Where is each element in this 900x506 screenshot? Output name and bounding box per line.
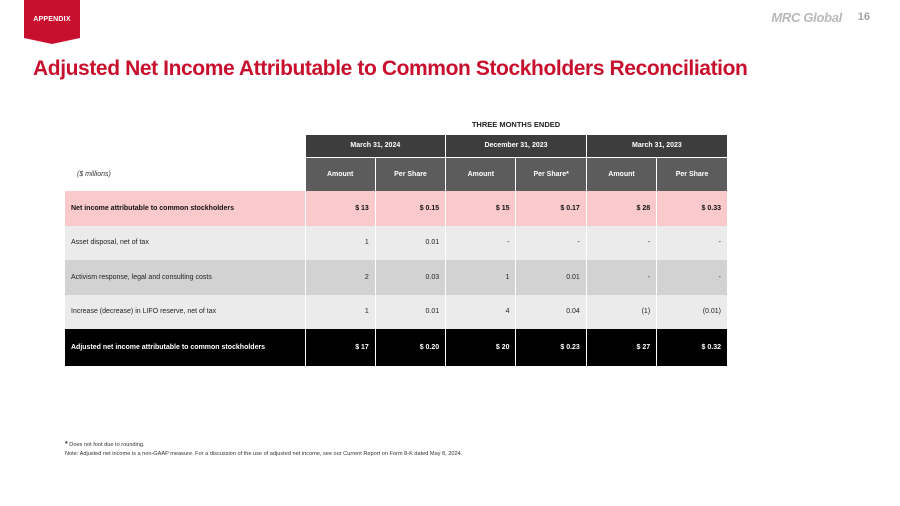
period-header: March 31, 2023	[586, 135, 727, 157]
units-label: ($ millions)	[77, 170, 111, 178]
table-cell: -	[657, 260, 727, 295]
table-cell: $ 0.32	[657, 329, 727, 366]
blank-header-cell	[65, 135, 305, 157]
table-cell: $ 0.33	[657, 191, 727, 226]
column-header: Amount	[586, 157, 656, 191]
table-cell: -	[586, 226, 656, 261]
column-header: Per Share*	[516, 157, 586, 191]
table-cell: 0.01	[375, 226, 445, 261]
column-header: Per Share	[657, 157, 727, 191]
rounding-footnote	[65, 440, 462, 450]
table-cell: $ 0.17	[516, 191, 586, 226]
table-cell: -	[586, 260, 656, 295]
footnote-star: *	[65, 441, 68, 448]
row-label: Increase (decrease) in LIFO reserve, net of tax	[65, 295, 305, 330]
rounding-footnote-text: Does not foot due to rounding.	[69, 442, 145, 448]
table-cell: $ 0.23	[516, 329, 586, 366]
page-title: Adjusted Net Income Attributable to Common Stockholders Reconciliation	[33, 57, 748, 80]
non-gaap-note: Note: Adjusted net income is a non-GAAP measure. For a discussion of the use of adjusted net income, see our Current Report on Form 8-K dated May 8, 2024.	[65, 451, 463, 458]
table-cell: $ 0.15	[375, 191, 445, 226]
appendix-label: APPENDIX	[33, 15, 71, 23]
table-cell: -	[657, 226, 727, 261]
period-header: March 31, 2024	[305, 135, 446, 157]
table-row-activism-response	[65, 260, 727, 295]
table-cell: $ 13	[305, 191, 375, 226]
table-cell: $ 15	[446, 191, 516, 226]
column-header: Amount	[305, 157, 375, 191]
table-cell: 0.03	[375, 260, 445, 295]
table-row-lifo-reserve	[65, 295, 727, 330]
table-cell: $ 20	[446, 329, 516, 366]
table-cell: 1	[305, 295, 375, 330]
row-label: Asset disposal, net of tax	[65, 226, 305, 261]
table-cell: 1	[305, 226, 375, 261]
table-cell: 0.04	[516, 295, 586, 330]
table-cell: 0.01	[375, 295, 445, 330]
page-number: 16	[857, 11, 870, 23]
table-cell: $ 28	[586, 191, 656, 226]
brand-logo: MRC Global	[771, 10, 842, 25]
table-cell: (1)	[586, 295, 656, 330]
table-row-adjusted-net-income	[65, 329, 727, 366]
table-cell: 0.01	[516, 260, 586, 295]
table-cell: $ 27	[586, 329, 656, 366]
table-cell: $ 0.20	[375, 329, 445, 366]
column-header: Per Share	[375, 157, 445, 191]
row-label: Activism response, legal and consulting costs	[65, 260, 305, 295]
table-cell: 2	[305, 260, 375, 295]
table-row-net-income	[65, 191, 727, 226]
table-cell: 4	[446, 295, 516, 330]
period-header-row	[65, 135, 727, 157]
table-row-asset-disposal	[65, 226, 727, 261]
table-cell: (0.01)	[657, 295, 727, 330]
table-cell: $ 17	[305, 329, 375, 366]
footnotes	[65, 440, 462, 458]
table-cell: -	[516, 226, 586, 261]
table-cell: -	[446, 226, 516, 261]
appendix-section-tab	[24, 0, 80, 38]
three-months-ended-header: THREE MONTHS ENDED	[471, 120, 561, 129]
row-label: Adjusted net income attributable to common stockholders	[65, 329, 305, 366]
reconciliation-table	[65, 135, 727, 366]
period-header: December 31, 2023	[446, 135, 587, 157]
column-header: Amount	[446, 157, 516, 191]
column-header-row	[65, 157, 727, 191]
table-cell: 1	[446, 260, 516, 295]
row-label: Net income attributable to common stockholders	[65, 191, 305, 226]
